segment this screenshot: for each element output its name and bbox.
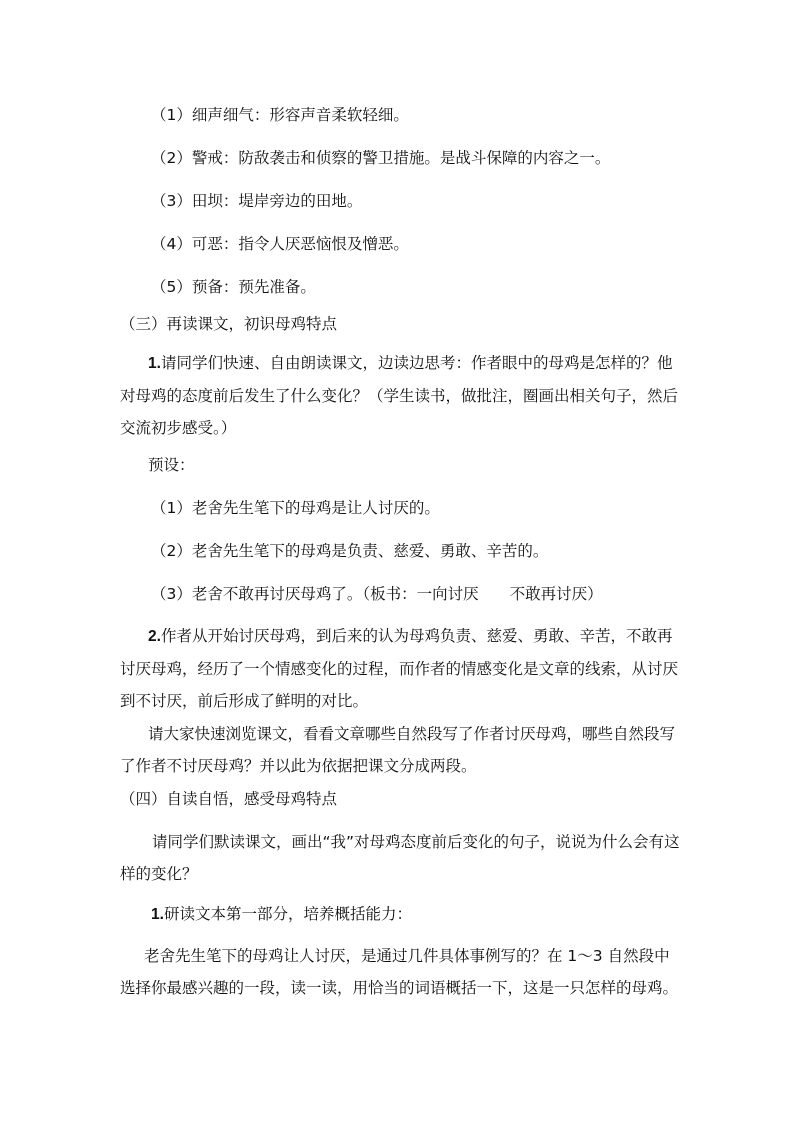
paragraph-number: 1. [148,355,161,372]
paragraph-number: 1. [151,906,164,923]
definition-4: （4）可恶：指令人厌恶恼恨及憎恶。 [151,235,409,253]
preset-2: （2）老舍先生笔下的母鸡是负责、慈爱、勇敢、辛苦的。 [151,542,549,560]
paragraph-text: 研读文本第一部分，培养概括能力： [163,905,412,923]
section-4-heading: （四）自读自悟，感受母鸡特点 [120,790,338,808]
definition-2: （2）警戒：防敌袭击和侦察的警卫措施。是战斗保障的内容之一。 [151,149,611,167]
section-3-heading: （三）再读课文，初识母鸡特点 [120,315,338,333]
section-3-paragraph-3: 请大家快速浏览课文，看看文章哪些自然段写了作者讨厌母鸡，哪些自然段写了作者不讨厌母鸡？并以此为依据把课文分成两段。 [120,725,676,775]
preset-label: 预设： [148,456,195,474]
section-4-paragraph-1: 请同学们默读课文，画出“我”对母鸡态度前后变化的句子，说说为什么会有这样的变化？ [120,833,680,883]
definition-5: （5）预备：预先准备。 [151,278,316,296]
section-4-paragraph-3: 老舍先生笔下的母鸡让人讨厌，是通过几件具体事例写的？在 1～3 自然段中选择你最感兴趣的一段，读一读，用恰当的词语概括一下，这是一只怎样的母鸡。 [120,947,679,997]
section-3-paragraph-1 [120,347,680,444]
definition-1: （1）细声细气：形容声音柔软轻细。 [151,106,409,124]
definition-3: （3）田坝：堤岸旁边的田地。 [151,192,363,210]
paragraph-text: 作者从开始讨厌母鸡，到后来的认为母鸡负责、慈爱、勇敢、辛苦，不敢再讨厌母鸡，经历了一个情感变化的过程，而作者的情感变化是文章的线索，从讨厌到不讨厌，前后形成了鲜明的对比。 [120,627,679,710]
section-4-paragraph-2 [151,903,794,926]
paragraph-text: 请同学们快速、自由朗读课文，边读边思考：作者眼中的母鸡是怎样的？他对母鸡的态度前后发生了什么变化？（学生读书，做批注，圈画出相关句子，然后交流初步感受。） [120,354,679,437]
preset-3: （3）老舍不敢再讨厌母鸡了。（板书：一向讨厌 不敢再讨厌） [151,585,603,603]
section-3-paragraph-2 [120,620,680,717]
preset-1: （1）老舍先生笔下的母鸡是让人讨厌的。 [151,499,440,517]
paragraph-number: 2. [148,628,161,645]
